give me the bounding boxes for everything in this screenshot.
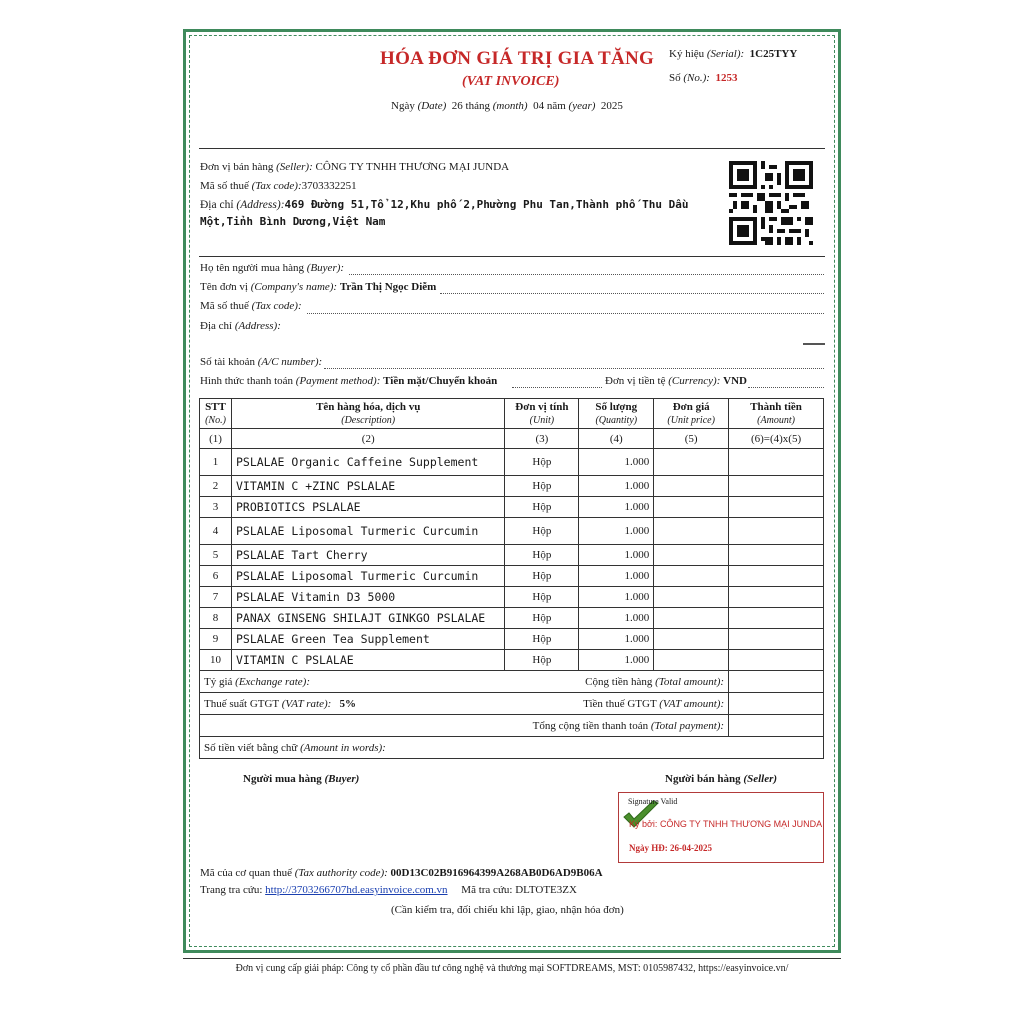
- buyer-tax-code: Mã số thuế (Tax code):: [200, 300, 302, 312]
- col-header-no: STT (No.): [200, 399, 232, 429]
- row-unit: Hộp: [505, 518, 579, 545]
- subtotal-label: Cộng tiền hàng (Total amount):: [579, 671, 729, 693]
- row-description: PANAX GINSENG SHILAJT GINKGO PSLALAE: [231, 608, 504, 629]
- col-number: (2): [231, 429, 504, 449]
- table-row: [200, 476, 824, 497]
- seller-name: Đơn vị bán hàng (Seller): CÔNG TY TNHH THƯƠNG MẠI JUNDA: [200, 161, 510, 173]
- row-amount: [729, 629, 824, 650]
- table-row: [200, 518, 824, 545]
- invoice-number: Số (No.): 1253: [669, 72, 738, 84]
- amount-in-words-row: [200, 737, 824, 759]
- row-description: VITAMIN C +ZINC PSLALAE: [231, 476, 504, 497]
- vat-row: [200, 693, 824, 715]
- lookup-info: Trang tra cứu: http://3703266707hd.easyinvoice.com.vn Mã tra cứu: DLTOTE3ZX: [200, 884, 577, 896]
- table-row: [200, 449, 824, 476]
- vat-amount-value: [729, 693, 824, 715]
- tax-authority-code: Mã của cơ quan thuế (Tax authority code): 00D13C02B916964399A268AB0D6AD9B06A: [200, 867, 603, 879]
- exchange-rate-row: [200, 671, 824, 693]
- row-unit-price: [654, 518, 729, 545]
- row-no: 1: [200, 449, 232, 476]
- row-quantity: 1.000: [579, 497, 654, 518]
- col-header-unit-price: Đơn giá (Unit price): [654, 399, 729, 429]
- row-amount: [729, 587, 824, 608]
- lookup-link[interactable]: http://3703266707hd.easyinvoice.com.vn: [265, 884, 448, 896]
- row-no: 5: [200, 545, 232, 566]
- signed-date: Ngày HĐ: 26-04-2025: [629, 843, 712, 853]
- dotted-line: [307, 313, 824, 314]
- col-number: (1): [200, 429, 232, 449]
- row-no: 6: [200, 566, 232, 587]
- row-unit: Hộp: [505, 566, 579, 587]
- row-description: PSLALAE Vitamin D3 5000: [231, 587, 504, 608]
- row-quantity: 1.000: [579, 650, 654, 671]
- row-quantity: 1.000: [579, 608, 654, 629]
- table-row: [200, 545, 824, 566]
- row-no: 2: [200, 476, 232, 497]
- row-no: 3: [200, 497, 232, 518]
- divider: [199, 148, 825, 149]
- payment-method: Hình thức thanh toán (Payment method): Tiền mặt/Chuyển khoản: [200, 375, 498, 387]
- row-amount: [729, 518, 824, 545]
- row-quantity: 1.000: [579, 587, 654, 608]
- row-amount: [729, 545, 824, 566]
- provider-footer: Đơn vị cung cấp giải pháp: Công ty cổ phần đầu tư công nghệ và thương mại SOFTDREAMS, MST: 0105987432, https://easyinvoice.vn/: [183, 958, 841, 974]
- row-description: PSLALAE Organic Caffeine Supplement: [231, 449, 504, 476]
- items-table: [199, 398, 824, 759]
- table-row: [200, 650, 824, 671]
- amount-in-words-label: Số tiền viết bằng chữ (Amount in words):: [200, 737, 824, 759]
- row-amount: [729, 497, 824, 518]
- row-unit: Hộp: [505, 587, 579, 608]
- row-description: PSLALAE Green Tea Supplement: [231, 629, 504, 650]
- dotted-line: [440, 293, 824, 294]
- row-amount: [729, 476, 824, 497]
- row-unit-price: [654, 608, 729, 629]
- row-amount: [729, 608, 824, 629]
- row-amount: [729, 650, 824, 671]
- row-no: 9: [200, 629, 232, 650]
- row-unit-price: [654, 545, 729, 566]
- row-amount: [729, 449, 824, 476]
- row-no: 10: [200, 650, 232, 671]
- dotted-line: [349, 274, 824, 275]
- row-quantity: 1.000: [579, 518, 654, 545]
- row-unit-price: [654, 566, 729, 587]
- vat-rate-label: Thuế suất GTGT (VAT rate): 5%: [200, 693, 579, 715]
- row-unit-price: [654, 587, 729, 608]
- row-description: PSLALAE Liposomal Turmeric Curcumin: [231, 518, 504, 545]
- row-unit-price: [654, 650, 729, 671]
- row-description: PSLALAE Tart Cherry: [231, 545, 504, 566]
- col-number: (4): [579, 429, 654, 449]
- currency: Đơn vị tiền tệ (Currency): VND: [605, 375, 747, 387]
- seller-signature-label: Người bán hàng (Seller): [665, 773, 778, 785]
- total-row: [200, 715, 824, 737]
- row-description: PROBIOTICS PSLALAE: [231, 497, 504, 518]
- row-no: 7: [200, 587, 232, 608]
- exchange-rate-label: Tỷ giá (Exchange rate):: [200, 671, 579, 693]
- row-quantity: 1.000: [579, 545, 654, 566]
- vat-amount-label: Tiền thuế GTGT (VAT amount):: [579, 693, 729, 715]
- row-quantity: 1.000: [579, 476, 654, 497]
- invoice-subtitle: (VAT INVOICE): [462, 74, 560, 89]
- row-unit: Hộp: [505, 608, 579, 629]
- qr-code: [729, 161, 813, 245]
- row-description: VITAMIN C PSLALAE: [231, 650, 504, 671]
- total-payment-value: [729, 715, 824, 737]
- col-header-description: Tên hàng hóa, dịch vụ (Description): [231, 399, 504, 429]
- total-payment-label: Tổng cộng tiền thanh toán (Total payment):: [200, 715, 729, 737]
- row-unit-price: [654, 449, 729, 476]
- column-number-row: [200, 429, 824, 449]
- row-unit: Hộp: [505, 449, 579, 476]
- row-quantity: 1.000: [579, 449, 654, 476]
- dash-mark: [803, 343, 825, 345]
- col-header-quantity: Số lượng (Quantity): [579, 399, 654, 429]
- signed-by: Ký bởi: CÔNG TY TNHH THƯƠNG MẠI JUNDA: [629, 819, 823, 829]
- buyer-signature-label: Người mua hàng (Buyer): [243, 773, 360, 785]
- row-unit-price: [654, 476, 729, 497]
- row-amount: [729, 566, 824, 587]
- table-row: [200, 608, 824, 629]
- col-header-amount: Thành tiền (Amount): [729, 399, 824, 429]
- buyer-name: Họ tên người mua hàng (Buyer):: [200, 262, 345, 274]
- invoice-date: Ngày (Date) 26 tháng (month) 04 năm (year) 2025: [391, 100, 623, 112]
- table-row: [200, 566, 824, 587]
- row-description: PSLALAE Liposomal Turmeric Curcumin: [231, 566, 504, 587]
- row-no: 8: [200, 608, 232, 629]
- row-unit: Hộp: [505, 629, 579, 650]
- col-header-unit: Đơn vị tính (Unit): [505, 399, 579, 429]
- row-no: 4: [200, 518, 232, 545]
- row-unit: Hộp: [505, 476, 579, 497]
- divider: [199, 256, 825, 257]
- table-row: [200, 497, 824, 518]
- col-number: (5): [654, 429, 729, 449]
- row-quantity: 1.000: [579, 629, 654, 650]
- row-unit: Hộp: [505, 650, 579, 671]
- row-unit-price: [654, 497, 729, 518]
- verification-note: (Cần kiểm tra, đối chiếu khi lập, giao, nhận hóa đơn): [391, 904, 624, 916]
- dotted-line: [512, 387, 602, 388]
- buyer-account: Số tài khoản (A/C number):: [200, 356, 323, 368]
- signature-valid-text: Signature Valid: [628, 797, 678, 806]
- dotted-line: [748, 387, 824, 388]
- row-quantity: 1.000: [579, 566, 654, 587]
- col-number: (6)=(4)x(5): [729, 429, 824, 449]
- seller-tax-code: Mã số thuế (Tax code):3703332251: [200, 180, 357, 192]
- row-unit: Hộp: [505, 497, 579, 518]
- buyer-address: Địa chỉ (Address):: [200, 320, 281, 332]
- seller-address-line2: Một,Tỉnh Bình Dương,Việt Nam: [200, 215, 386, 228]
- row-unit: Hộp: [505, 545, 579, 566]
- invoice-serial: Ký hiệu (Serial): 1C25TYY: [669, 48, 798, 60]
- subtotal-value: [729, 671, 824, 693]
- buyer-company: Tên đơn vị (Company's name): Trần Thị Ngọc Diễm: [200, 281, 437, 293]
- table-row: [200, 587, 824, 608]
- table-row: [200, 629, 824, 650]
- seller-address: Địa chỉ (Address):469 Đường 51,Tổ 12,Khu phố 2,Phường Phu Tan,Thành phố Thu Dầu: [200, 198, 689, 211]
- row-unit-price: [654, 629, 729, 650]
- col-number: (3): [505, 429, 579, 449]
- dotted-line: [324, 368, 824, 369]
- invoice-title: HÓA ĐƠN GIÁ TRỊ GIA TĂNG: [380, 48, 655, 69]
